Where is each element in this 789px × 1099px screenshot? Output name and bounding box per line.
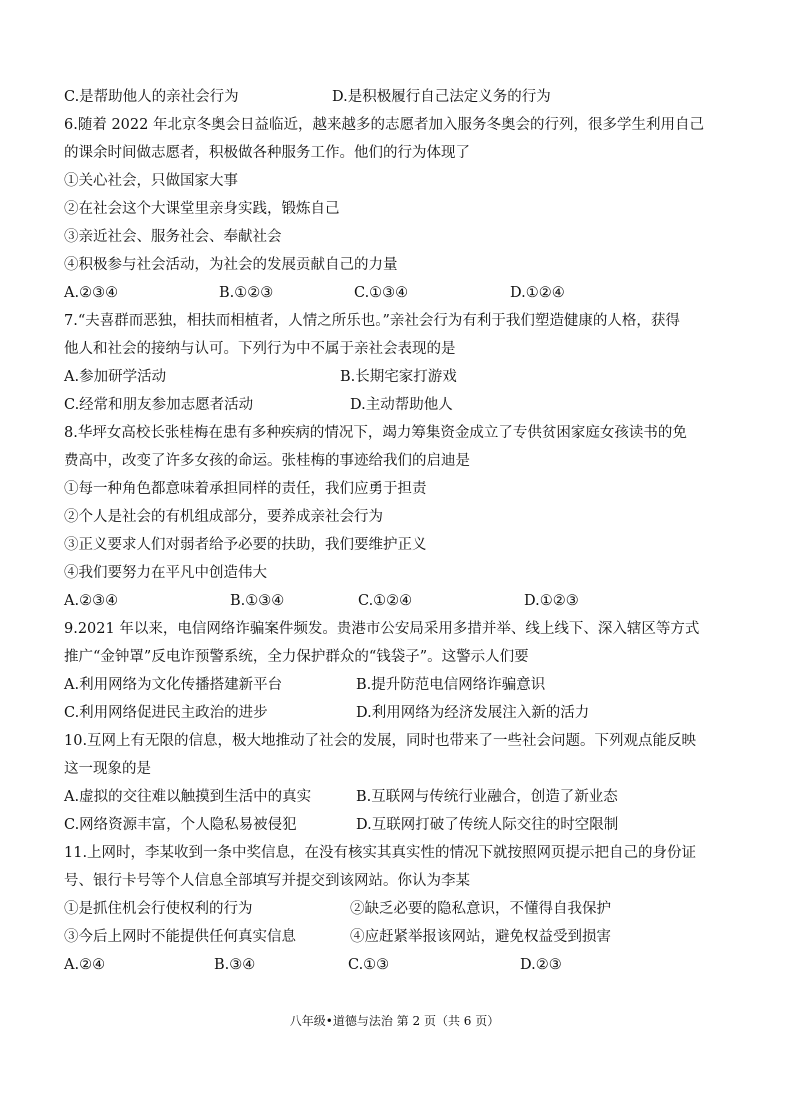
q6-statement-1: ①关心社会，只做国家大事 <box>64 173 238 189</box>
q10-option-b: B.互联网与传统行业融合，创造了新业态 <box>356 789 618 805</box>
q6-statement-2: ②在社会这个大课堂里亲身实践，锻炼自己 <box>64 201 340 217</box>
q7-stem-line-2: 他人和社会的接纳与认可。下列行为中不属于亲社会表现的是 <box>64 341 456 357</box>
q7-option-a: A.参加研学活动 <box>64 369 167 385</box>
q6-stem-line-1: 6.随着 2022 年北京冬奥会日益临近，越来越多的志愿者加入服务冬奥会的行列，很多学生利用自己 <box>64 117 704 133</box>
q5-option-c: C.是帮助他人的亲社会行为 <box>64 89 239 105</box>
q8-stem-line-2: 费高中，改变了许多女孩的命运。张桂梅的事迹给我们的启迪是 <box>64 453 470 469</box>
q6-statement-3: ③亲近社会、服务社会、奉献社会 <box>64 229 282 245</box>
q11-stem-line-2: 号、银行卡号等个人信息全部填写并提交到该网站。你认为李某 <box>64 873 470 889</box>
q10-stem-line-2: 这一现象的是 <box>64 761 151 777</box>
q8-option-a: A.②③④ <box>64 593 119 609</box>
q5-option-d: D.是积极履行自己法定义务的行为 <box>332 89 551 105</box>
q6-option-a: A.②③④ <box>64 285 119 301</box>
q6-statement-4: ④积极参与社会活动，为社会的发展贡献自己的力量 <box>64 257 398 273</box>
q11-statement-1: ①是抓住机会行使权利的行为 <box>64 901 253 917</box>
q11-statement-2: ②缺乏必要的隐私意识，不懂得自我保护 <box>350 901 611 917</box>
q11-stem-line-1: 11.上网时，李某收到一条中奖信息，在没有核实其真实性的情况下就按照网页提示把自己的身份证 <box>64 845 697 861</box>
q10-option-d: D.互联网打破了传统人际交往的时空限制 <box>356 817 619 833</box>
q8-stem-line-1: 8.华坪女高校长张桂梅在患有多种疾病的情况下，竭力筹集资金成立了专供贫困家庭女孩读书的免 <box>64 425 687 441</box>
q11-option-a: A.②④ <box>64 957 106 973</box>
q9-stem-line-2: 推广“金钟罩”反电诈预警系统，全力保护群众的“钱袋子”。这警示人们要 <box>64 649 529 665</box>
q11-option-d: D.②③ <box>520 957 562 973</box>
q9-option-c: C.利用网络促进民主政治的进步 <box>64 705 268 721</box>
q6-stem-line-2: 的课余时间做志愿者，积极做各种服务工作。他们的行为体现了 <box>64 145 470 161</box>
q6-option-d: D.①②④ <box>510 285 565 301</box>
q8-option-b: B.①③④ <box>230 593 285 609</box>
q6-option-b: B.①②③ <box>219 285 274 301</box>
q9-option-d: D.利用网络为经济发展注入新的活力 <box>356 705 590 721</box>
q8-statement-4: ④我们要努力在平凡中创造伟大 <box>64 565 267 581</box>
q10-stem-line-1: 10.互网上有无限的信息，极大地推动了社会的发展，同时也带来了一些社会问题。下列观点能反映 <box>64 733 697 749</box>
q8-statement-3: ③正义要求人们对弱者给予必要的扶助，我们要维护正义 <box>64 537 427 553</box>
q11-statement-4: ④应赶紧举报该网站，避免权益受到损害 <box>350 929 611 945</box>
q8-option-c: C.①②④ <box>358 593 413 609</box>
q9-option-a: A.利用网络为文化传播搭建新平台 <box>64 677 283 693</box>
q8-option-d: D.①②③ <box>524 593 579 609</box>
q9-stem-line-1: 9.2021 年以来，电信网络诈骗案件频发。贵港市公安局采用多措并举、线上线下、深入辖区等方式 <box>64 621 700 637</box>
q11-option-b: B.③④ <box>214 957 256 973</box>
q11-statement-3: ③今后上网时不能提供任何真实信息 <box>64 929 296 945</box>
q10-option-c: C.网络资源丰富，个人隐私易被侵犯 <box>64 817 297 833</box>
q9-option-b: B.提升防范电信网络诈骗意识 <box>356 677 546 693</box>
page-footer: 八年级•道德与法治 第 2 页（共 6 页） <box>289 1014 500 1028</box>
q6-option-c: C.①③④ <box>354 285 409 301</box>
q10-option-a: A.虚拟的交往难以触摸到生活中的真实 <box>64 789 312 805</box>
q8-statement-2: ②个人是社会的有机组成部分，要养成亲社会行为 <box>64 509 383 525</box>
q8-statement-1: ①每一种角色都意味着承担同样的责任，我们应勇于担责 <box>64 481 427 497</box>
q7-option-d: D.主动帮助他人 <box>350 397 453 413</box>
q11-option-c: C.①③ <box>348 957 390 973</box>
q7-option-c: C.经常和朋友参加志愿者活动 <box>64 397 254 413</box>
q7-stem-line-1: 7.“夫喜群而恶独，相扶而相植者，人情之所乐也。”亲社会行为有利于我们塑造健康的人格，获得 <box>64 313 680 329</box>
q7-option-b: B.长期宅家打游戏 <box>340 369 457 385</box>
